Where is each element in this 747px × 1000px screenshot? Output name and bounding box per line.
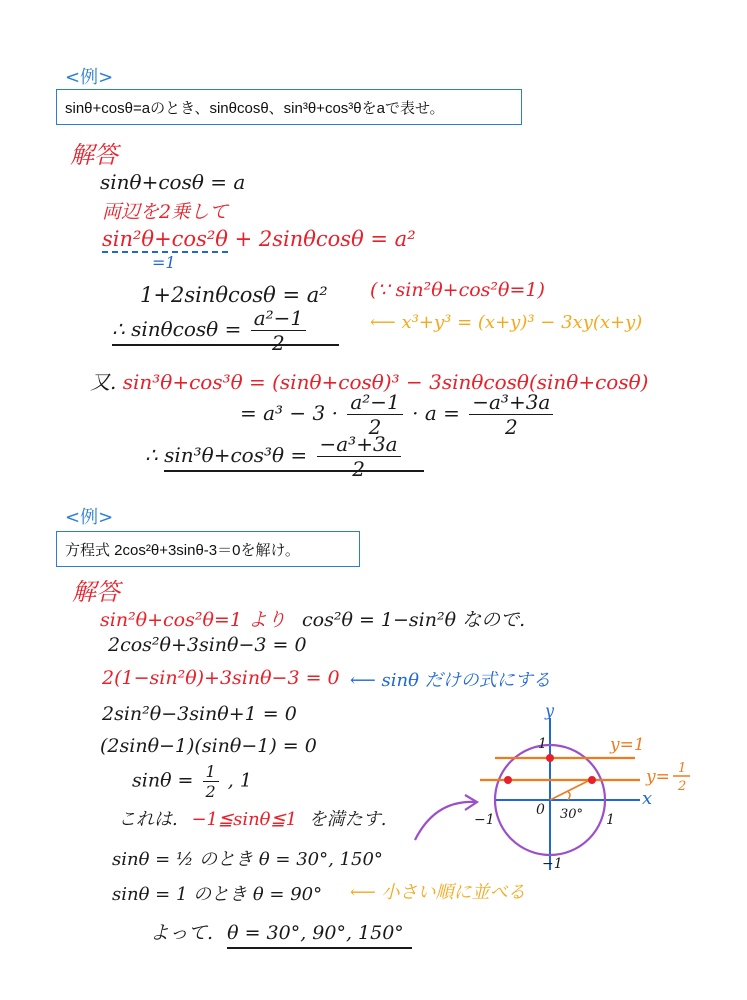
sol2-line7: これは. −1≦sinθ≦1 を満たす. xyxy=(118,809,387,830)
x-axis-label: x xyxy=(642,788,653,809)
sol2-line8: sinθ = ½ のとき θ = 30°, 150° xyxy=(112,849,383,870)
top-label: 1 xyxy=(538,736,547,752)
sol1-line2: 両辺を2乗して xyxy=(102,201,229,223)
sol2-line9: sinθ = 1 のとき θ = 90° xyxy=(112,884,323,905)
bottom-label: −1 xyxy=(542,856,563,872)
example2-problem-box xyxy=(56,531,360,567)
line1-label: y=1 xyxy=(610,735,645,755)
sol1-line7: = a³ − 3 · $\frac{\text{a²−1}}{2}$ · a = $\frac{\text{−a³+3a}}{2}$ xyxy=(240,390,556,439)
sol1-line8: ∴ sin³θ+cos³θ = $\frac{\text{−a³+3a}}{2}$ xyxy=(145,432,424,481)
sol2-line3: 2(1−sin²θ)+3sinθ−3 = 0 xyxy=(102,667,340,689)
arrow-left-icon: ⟵ xyxy=(370,312,396,333)
example2-problem-text: 方程式 2cos²θ+3sinθ-3＝0を解け。 xyxy=(65,541,300,559)
sol2-line1: sin²θ+cos²θ=1 より cos²θ = 1−sin²θ なので. xyxy=(100,609,526,631)
sol2-line2: 2cos²θ+3sinθ−3 = 0 xyxy=(108,634,307,656)
sol1-line5 xyxy=(112,306,339,355)
unit-circle-diagram xyxy=(460,700,720,875)
example1-problem-box xyxy=(56,89,522,125)
origin-label: 0 xyxy=(536,802,545,818)
sol1-line5-prefix: ∴ sinθcosθ = xyxy=(112,317,242,341)
answer-label-1: 解答 xyxy=(70,141,118,169)
sol1-line3-under: =1 xyxy=(152,253,176,272)
sol1-line3 xyxy=(102,227,416,251)
example1-header: <例> xyxy=(65,67,114,88)
sol1-line1: sinθ+cosθ = a xyxy=(100,170,246,194)
sol1-line4: 1+2sinθcosθ = a² xyxy=(140,283,328,307)
sol1-line3-rest: + 2sinθcosθ = a² xyxy=(234,227,416,251)
sol2-line3-note: ⟵ sinθ だけの式にする xyxy=(350,670,551,691)
line2-label: y= xyxy=(646,767,670,787)
line2-label-num: 1 xyxy=(678,761,687,776)
sol2-line5: (2sinθ−1)(sinθ−1) = 0 xyxy=(100,735,317,757)
y-axis-label: y xyxy=(545,701,555,720)
sol1-line5-fraction: $\frac{\text{a²−1}}{2}$ xyxy=(251,306,306,355)
point-left xyxy=(504,776,512,784)
sol2-line4: 2sin²θ−3sinθ+1 = 0 xyxy=(102,703,297,725)
left-label: −1 xyxy=(474,812,495,828)
answer-label-2: 解答 xyxy=(72,578,120,606)
sol2-line10: よって. θ = 30°, 90°, 150° xyxy=(150,918,412,945)
angle-arc xyxy=(568,792,570,800)
sol1-line5-note: ⟵ x³+y³ = (x+y)³ − 3xy(x+y) xyxy=(370,312,643,333)
sol1-line4-note: (∵ sin²θ+cos²θ=1) xyxy=(370,279,545,301)
sol1-line3-identity: sin²θ+cos²θ xyxy=(102,227,228,251)
line2-label-den: 2 xyxy=(678,779,687,794)
point-top xyxy=(546,754,554,762)
angle-label: 30° xyxy=(560,807,584,822)
sol1-line6: 又. sin³θ+cos³θ = (sinθ+cosθ)³ − 3sinθcosθ(sinθ+cosθ) xyxy=(90,370,649,394)
example2-header: <例> xyxy=(65,507,114,528)
sol2-line9-note: ⟵ 小さい順に並べる xyxy=(350,882,526,903)
sol2-line6: sinθ = $\frac{1}{2}$ , 1 xyxy=(132,762,252,801)
point-right xyxy=(588,776,596,784)
arrow-left-icon: ⟵ xyxy=(350,670,376,691)
right-label: 1 xyxy=(606,812,615,828)
example1-problem-text: sinθ+cosθ=aのとき、sinθcosθ、sin³θ+cos³θをaで表せ。 xyxy=(65,99,445,117)
arrow-left-icon: ⟵ xyxy=(350,882,376,903)
